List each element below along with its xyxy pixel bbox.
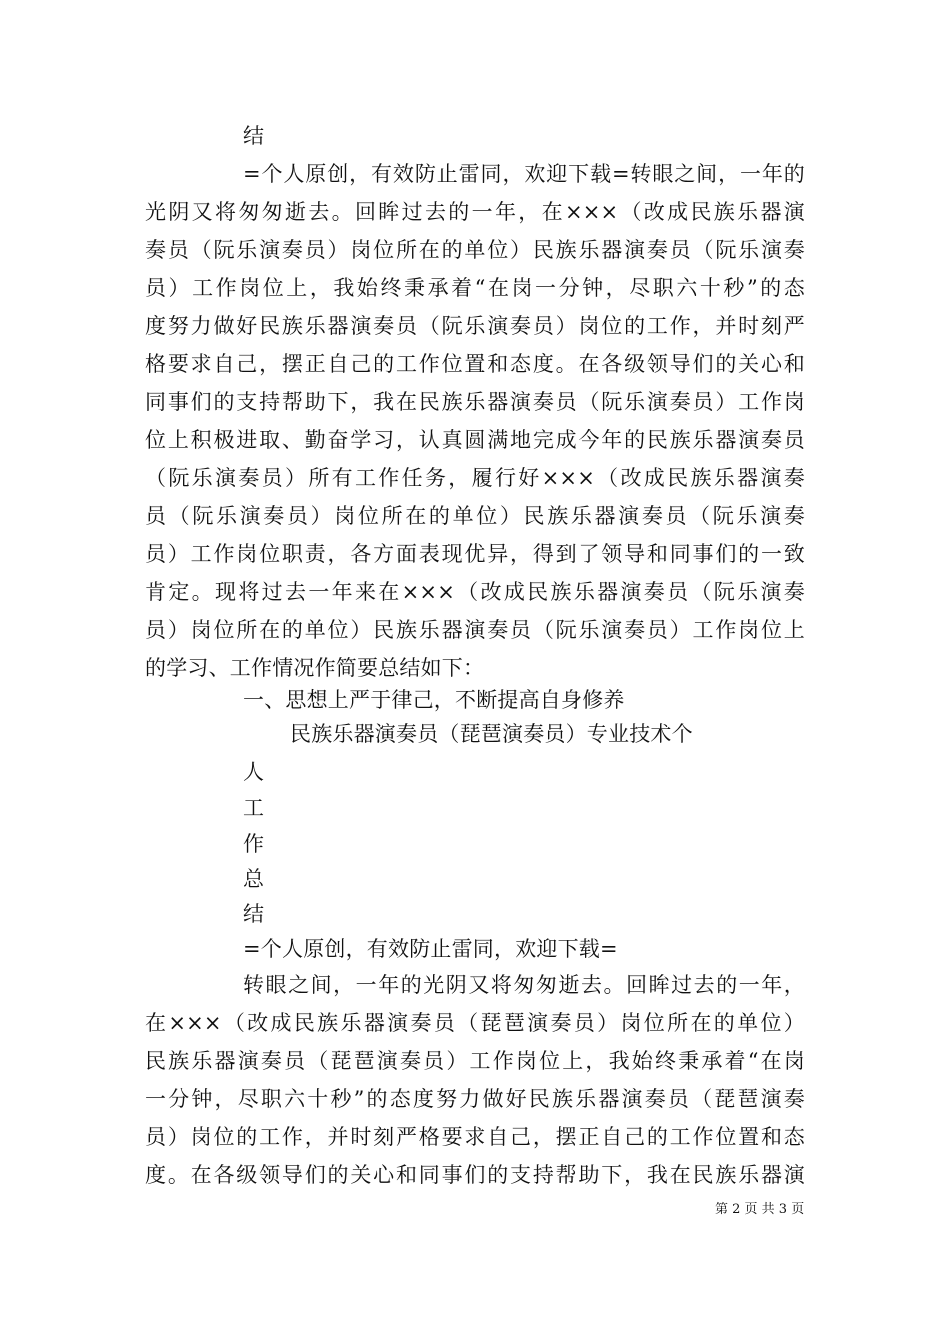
page-number: 第 2 页 共 3 页 <box>715 1202 805 1217</box>
document-title-char: 工 <box>243 796 265 820</box>
text-line: =个人原创，有效防止雷同，欢迎下载= <box>243 937 618 961</box>
document-title-char: 人 <box>243 760 265 784</box>
text-line: 员）工作岗位上，我始终秉承着“在岗一分钟，尽职六十秒”的态 <box>145 276 805 300</box>
text-line: （阮乐演奏员）所有工作任务，履行好×××（改成民族乐器演奏 <box>145 466 805 490</box>
text-line: 同事们的支持帮助下，我在民族乐器演奏员（阮乐演奏员）工作岗 <box>145 390 805 414</box>
text-line: 员）岗位的工作，并时刻严格要求自己，摆正自己的工作位置和态 <box>145 1125 805 1149</box>
text-line: 奏员（阮乐演奏员）岗位所在的单位）民族乐器演奏员（阮乐演奏 <box>145 238 805 262</box>
document-title-char: 结 <box>243 902 265 926</box>
text-line: 的学习、工作情况作简要总结如下： <box>145 656 485 680</box>
document-title: 民族乐器演奏员（琵琶演奏员）专业技术个 <box>290 722 693 746</box>
section-heading: 一、思想上严于律己，不断提高自身修养 <box>243 688 625 712</box>
text-line: 员（阮乐演奏员）岗位所在的单位）民族乐器演奏员（阮乐演奏 <box>145 504 805 528</box>
text-line: 肯定。现将过去一年来在×××（改成民族乐器演奏员（阮乐演奏 <box>145 580 805 604</box>
text-line: 度。在各级领导们的关心和同事们的支持帮助下，我在民族乐器演 <box>145 1163 805 1187</box>
text-line: 民族乐器演奏员（琵琶演奏员）工作岗位上，我始终秉承着“在岗 <box>145 1049 805 1073</box>
text-line: 度努力做好民族乐器演奏员（阮乐演奏员）岗位的工作，并时刻严 <box>145 314 805 338</box>
text-line: =个人原创，有效防止雷同，欢迎下载=转眼之间，一年的 <box>243 162 805 186</box>
text-line: 在×××（改成民族乐器演奏员（琵琶演奏员）岗位所在的单位） <box>145 1011 805 1035</box>
text-line: 转眼之间，一年的光阴又将匆匆逝去。回眸过去的一年， <box>243 973 805 997</box>
text-line: 员）岗位所在的单位）民族乐器演奏员（阮乐演奏员）工作岗位上 <box>145 618 805 642</box>
document-title-char: 作 <box>243 832 265 856</box>
text-line: 光阴又将匆匆逝去。回眸过去的一年，在×××（改成民族乐器演 <box>145 200 805 224</box>
document-title-char: 总 <box>243 867 265 891</box>
text-line: 位上积极进取、勤奋学习，认真圆满地完成今年的民族乐器演奏员 <box>145 428 805 452</box>
text-line: 一分钟，尽职六十秒”的态度努力做好民族乐器演奏员（琵琶演奏 <box>145 1087 805 1111</box>
text-line: 结 <box>243 124 265 148</box>
text-line: 格要求自己，摆正自己的工作位置和态度。在各级领导们的关心和 <box>145 352 805 376</box>
text-line: 员）工作岗位职责，各方面表现优异，得到了领导和同事们的一致 <box>145 542 805 566</box>
